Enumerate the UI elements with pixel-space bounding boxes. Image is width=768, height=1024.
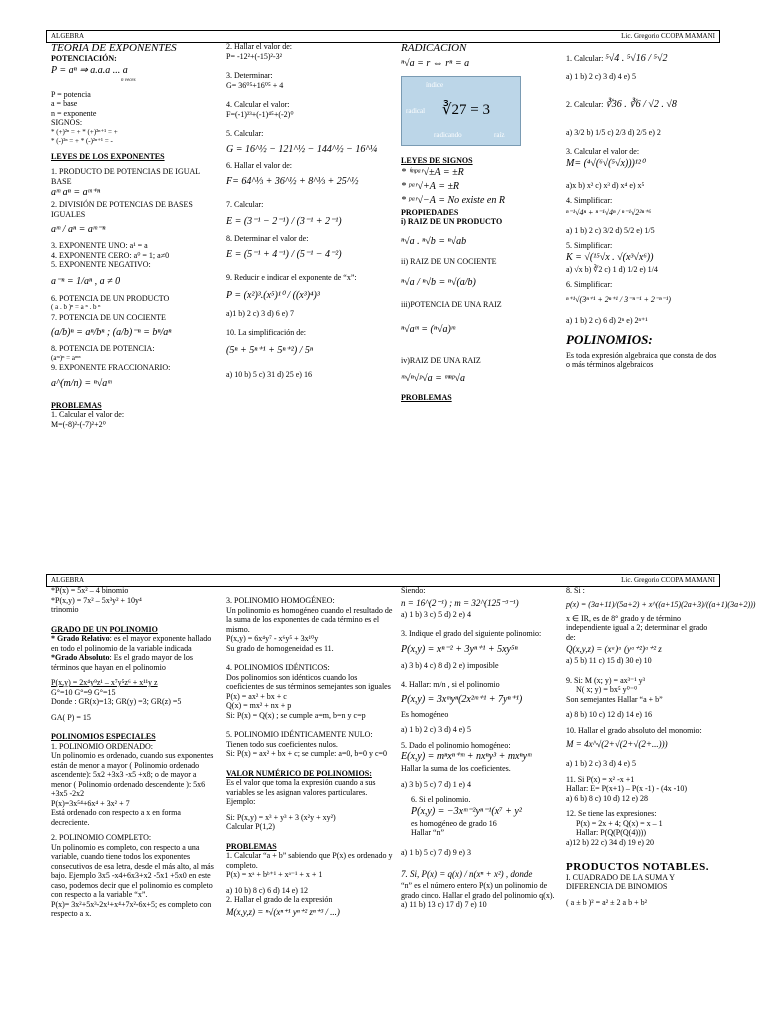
subheading: 1. POLINOMIO ORDENADO: [51, 741, 153, 751]
problem-formula: ∛36 . ∛6 / √2 . √8 [605, 98, 677, 110]
definition-item: P = potencia [51, 89, 91, 99]
problem-text: 3. Determinar: [226, 71, 273, 80]
heading-leyes: LEYES DE LOS EXPONENTES [51, 151, 165, 161]
example-line: Si: P(x) = ax² + bx + c; se cumple: a=0, b=0 y c=0 [226, 749, 387, 758]
law-formula: (a/b)ⁿ = aⁿ/bⁿ ; (a/b)⁻ⁿ = bⁿ/aⁿ [51, 327, 172, 338]
answer-options: a) 6 b) 8 c) 10 d) 12 e) 28 [566, 793, 648, 803]
problem-formula: n = 16^(2⁻¹) ; m = 32^(125⁻³⁻¹) [401, 597, 519, 608]
header-subject: ALGEBRA [51, 576, 85, 584]
property-heading: iv)RAIZ DE UNA RAIZ [401, 355, 481, 365]
problem-formula: E = (3⁻¹ − 2⁻¹) / (3⁻¹ + 2⁻¹) [226, 215, 342, 227]
problem-text: 2. Hallar el valor de: [226, 42, 292, 51]
problem-text: 4. Simplificar: [566, 196, 613, 205]
problem-formula: G = 16^½ − 121^½ − 144^½ − 16^¼ [226, 143, 378, 155]
problem-formula: P(x,y) = −3xᵐ⁻²yⁿ⁻¹(x⁷ + y² [411, 805, 522, 817]
problem-formula: 7. Si, P(x) = q(x) / n(xⁿ + x²) , donde [401, 869, 533, 879]
problem-formula: ⁵√4 . ⁵√16 / ⁵√2 [605, 53, 668, 64]
term-grado-relativo: * Grado Relativo [51, 634, 110, 643]
example-line: *P(x) = 5x² – 4 binomio [51, 586, 129, 595]
answer-options: a) 3 b) 4 c) 8 d) 2 e) imposible [401, 660, 499, 670]
problem-text: “n” es el número entero P(x) un polinomio de grado cinco. Hallar el grado del polinomio q(x). [401, 881, 555, 900]
problem-text: 1. Calcular: [566, 54, 604, 63]
polinomio-definition: Es toda expresión algebraica que consta de dos o más términos algebraicos [566, 350, 717, 369]
section-title: TEORIA DE EXPONENTES [51, 42, 177, 54]
problem-text: Hallar la suma de los coeficientes. [401, 764, 511, 773]
problem-text: 10. La simplificación de: [226, 328, 306, 337]
example-relative: Donde : GR(x)=13; GR(y) =3; GR(z) =5 [51, 697, 182, 706]
answer-options: a) √x b) ∛2 c) 1 d) 1/2 e) 1/4 [566, 264, 658, 274]
problem-formula: F=(-1)²³+(-1)⁴⁵+(-2)⁰ [226, 109, 294, 119]
law-heading: 2. DIVISIÓN DE POTENCIAS DE BASES IGUALES [51, 200, 193, 219]
definition-text: Es el valor que toma la expresión cuando a sus variables se les asignan valores particulares. Ejemplo: [226, 778, 376, 806]
problem-formula: p(x) = (3a+11)/(5a+2) + x^((a+15)(2a+3)/((a+1)(3a+2))) [566, 599, 756, 609]
property-heading: ii) RAIZ DE UN COCIENTE [401, 256, 497, 266]
problem-formula: ⁿ⁺¹√(3ⁿ⁺¹ + 2ⁿ⁺¹ / 3⁻ⁿ⁻¹ + 2⁻ⁿ⁻¹) [566, 294, 671, 304]
problem-text: 5. Calcular: [226, 129, 264, 138]
problem-formula: (5ⁿ + 5ⁿ⁺¹ + 5ⁿ⁺²) / 5ⁿ [226, 344, 314, 356]
p1-column-2 [226, 42, 396, 379]
problem-formula: M = 4x^√(2+√(2+√(2+...))) [566, 739, 668, 749]
problem-formula: Q(x,y,z) = (xᵃ)ᵃ (yᵃ⁺²)ᵃ⁺² z [566, 644, 662, 654]
property-heading: iii)POTENCIA DE UNA RAIZ [401, 300, 502, 309]
problem-text: Siendo: [401, 586, 426, 595]
law-heading: 6. POTENCIA DE UN PRODUCTO [51, 293, 170, 303]
answer-options: a) 1 b) 2 c) 3/2 d) 5/2 e) 1/5 [566, 225, 655, 235]
law-heading: 4. EXPONENTE CERO: a⁰ = 1; a≠0 [51, 250, 170, 260]
answer-options: a) 1 b) 3 c) 5 d) 2 e) 4 [401, 609, 471, 619]
subheading: 5. POLINOMIO IDÉNTICAMENTE NULO: [226, 730, 373, 739]
definition-text: Dos polinomios son idénticos cuando los coeficientes de sus términos semejantes son iguales [226, 672, 391, 691]
problem-formula: P(x,y) = 3xᵐyⁿ(2x²ᵐ⁺¹ + 7yⁿ⁺¹) [401, 693, 523, 705]
law-formula: (aᵐ)ⁿ = aᵐⁿ [51, 353, 81, 362]
law-heading: 1. PRODUCTO DE POTENCIAS DE IGUAL BASE [51, 167, 200, 186]
law-heading: 7. POTENCIA DE UN COCIENTE [51, 312, 166, 322]
answer-options: a)x b) x² c) x³ d) x⁴ e) x⁵ [566, 180, 645, 190]
property-formula: ⁿ√a . ⁿ√b = ⁿ√ab [401, 235, 467, 247]
radical-diagram [401, 76, 521, 146]
formula-potencia: P = aⁿ ⇒ a.a.a ... a [51, 64, 128, 76]
law-heading: 8. POTENCIA DE POTENCIA: [51, 344, 155, 353]
law-heading: 3. EXPONENTE UNO: a¹ = a [51, 241, 148, 250]
definition-text: Tienen todo sus coeficientes nulos. [226, 739, 338, 749]
heading-problemas: PROBLEMAS [51, 400, 102, 410]
label-radicando: radicando [434, 131, 462, 139]
heading-propiedades: PROPIEDADES [401, 207, 459, 217]
p2-column-4 [566, 586, 756, 907]
heading-leyes-signos: LEYES DE SIGNOS [401, 156, 473, 165]
answer-options: a) 1 b) 2 c) 3 d) 4 e) 5 [401, 725, 471, 734]
problem-formula: K = √(¹⁵√x . √(x³√x⁶)) [566, 251, 654, 263]
header-subject: ALGEBRA [51, 32, 85, 40]
problem-text: Son semejantes Hallar “a + b” [566, 694, 663, 704]
example-line: P(x,y) = 6x⁴y⁷ - x⁶y⁵ + 3x¹⁰y [226, 634, 319, 643]
sign-rule: * ᵖᵃʳ√+A = ±R [401, 180, 460, 192]
law-formula: ( a . b )ⁿ = a ⁿ . b ⁿ [51, 303, 101, 311]
property-formula: ᵐ√ⁿ√ᵖ√a = ᵐⁿᵖ√a [401, 373, 465, 384]
property-heading: i) RAIZ DE UN PRODUCTO [401, 217, 503, 226]
law-heading: 5. EXPONENTE NEGATIVO: [51, 260, 151, 269]
heading-problemas: PROBLEMAS [226, 841, 277, 851]
p2-column-2 [226, 586, 394, 919]
p2-column-3 [401, 586, 561, 910]
p2-column-1 [51, 586, 216, 919]
definition-item: n = exponente [51, 108, 97, 118]
problem-text: Es homogéneo [401, 709, 449, 719]
problem-formula: M(x,y,z) = ⁿ√(xⁿ⁺¹ yⁿ⁺² zⁿ⁺³ / ...) [226, 906, 340, 917]
answer-options: a) 10 b) 8 c) 6 d) 14 e) 12 [226, 885, 308, 895]
answer-options: a) 3/2 b) 1/5 c) 2/3 d) 2/5 e) 2 [566, 127, 661, 137]
subheading: 3. POLINOMIO HOMOGÉNEO: [226, 596, 335, 605]
problem-text: 1. Calcular el valor de: [51, 410, 125, 419]
definition-text: Un polinomio es completo, con respecto a una variable, cuando tiene todos los exponentes consecutivos de esa letra, desde el más alto, al más bajo. Ejemplo 3x5 -x4+6x3+x2 -5x1 +5x0 en este caso, podemos decir que el polinomio es completo con respecto a la variable “x”. [51, 842, 214, 899]
definition-item: a = base [51, 99, 78, 108]
answer-options: a) 8 b) 10 c) 12 d) 14 e) 16 [566, 710, 652, 719]
answer-options: a) 11 b) 13 c) 17 d) 7 e) 10 [401, 900, 487, 909]
answer-options: a) 1 b) 2 c) 6 d) 2ⁿ e) 2ⁿ⁺¹ [566, 315, 648, 325]
heading-valor-numerico: VALOR NUMÉRICO DE POLINOMIOS: [226, 768, 372, 778]
example-line: P(x) = ax² + bx + c [226, 691, 287, 701]
problem-text: 6. Hallar el valor de: [226, 160, 292, 170]
problem-text: 3. Indique el grado del siguiente polinomio: [401, 629, 542, 638]
problem-text: 2. Hallar el grado de la expresión [226, 895, 333, 904]
definition-text: Un polinomio es homogéneo cuando el resultado de la suma de los exponentes de cada término es el mismo. [226, 605, 393, 634]
problem-text: Hallar: P(Q(P(Q(4)))) [576, 828, 646, 837]
definition-text: : es el mayor exponente hallado en todo el polinomio de la variable indicada [51, 634, 212, 653]
example-line: *P(x,y) = 7x² – 5x³y² + 10y⁴ [51, 595, 142, 605]
example-degrees: G°=10 G°=9 G°=15 [51, 687, 116, 697]
signos-label: SIGNOS: [51, 118, 83, 127]
example-absolute: GA( P) = 15 [51, 712, 91, 722]
definition-text: Un polinomio es ordenado, cuando sus exponentes están de menor a mayor ( Polinomio ordenado ascendente): 5x2 +3x3 -x5 +x8; o de mayor a menor ( Polinomio ordenado descendente ): 5x6 +3x5 -2x2 [51, 751, 214, 798]
example-line: Si: P(x) = Q(x) ; se cumple a=m, b=n y c=p [226, 710, 366, 720]
answer-options: a) 3 b) 5 c) 7 d) 1 e) 4 [401, 779, 471, 789]
problem-text: 3. Calcular el valor de: [566, 147, 640, 156]
problem-text: 10. Hallar el grado absoluto del monomio: [566, 725, 702, 735]
law-heading: 9. EXPONENTE FRACCIONARIO: [51, 363, 171, 372]
p1-column-1 [51, 42, 216, 429]
definition-text: Está ordenado con respecto a x en forma decreciente. [51, 808, 181, 827]
problem-text: 2. Calcular: [566, 99, 604, 109]
label-indice: índice [426, 81, 444, 89]
problem-formula: G= 36⁰⁵+16⁰⁵ + 4 [226, 80, 284, 90]
answer-options: a) 1 b) 5 c) 7 d) 9 e) 3 [401, 847, 471, 857]
law-formula: a⁻ⁿ = 1/aⁿ , a ≠ 0 [51, 275, 121, 287]
page-1 [46, 30, 720, 482]
heading-radicacion: RADICACION [401, 42, 467, 54]
heading-polinomios: POLINOMIOS: [566, 332, 653, 347]
answer-options: a)1 b) 2 c) 3 d) 6 e) 7 [226, 308, 294, 318]
problem-text: Hallar: E= P(x+1) – P(x -1) - (4x -10) [566, 784, 687, 793]
example-line: Q(x) = mx² + nx + p [226, 701, 292, 710]
subheading: 4. POLINOMIOS IDÉNTICOS: [226, 663, 330, 672]
law-formula: a^(m/n) = ⁿ√aᵐ [51, 377, 112, 389]
heading-productos-notables: PRODUCTOS NOTABLES. [566, 861, 709, 873]
example-line: Su grado de homogeneidad es 11. [226, 643, 334, 653]
example-line: Si: P(x,y) = x³ + y³ + 3 (x²y + xy²) [226, 812, 336, 822]
answer-options: a) 5 b) 11 c) 15 d) 30 e) 10 [566, 656, 652, 665]
problem-text: 7. Calcular: [226, 200, 264, 209]
problem-text: 5. Dado el polinomio homogéneo: [401, 740, 511, 750]
radical-example: ∛27 = 3 [442, 102, 491, 118]
problem-text: 4. Hallar: m/n , si el polinomio [401, 680, 500, 689]
example-line: P(x)= 3x²+5x³-2x¹+x⁴+7x²-6x+5; es completo con respecto a x. [51, 899, 212, 918]
subheading: 2. POLINOMIO COMPLETO: [51, 833, 152, 842]
law-formula: aᵐ aⁿ = aᵐ⁺ⁿ [51, 187, 101, 198]
example-line: trinomio [51, 605, 79, 614]
heading-grado: GRADO DE UN POLINOMIO [51, 624, 158, 634]
answer-options: a) 10 b) 5 c) 31 d) 25 e) 16 [226, 369, 312, 379]
term-grado-absoluto: *Grado Absoluto [51, 653, 110, 662]
problem-text: 1. Calcular “a + b” sabiendo que P(x) es ordenado y completo. [226, 851, 393, 870]
sign-rule: * ᵖᵃʳ√−A = No existe en R [401, 194, 505, 206]
example-line: P(x)=3x⁵⁴+6x⁴ + 3x² + 7 [51, 798, 130, 808]
p1-column-3 [401, 42, 561, 403]
subheading: I. CUADRADO DE LA SUMA Y DIFERENCIA DE BINOMIOS [566, 872, 675, 891]
problem-formula: P = (x²)³.(x⁵)¹⁰ / ((x³)⁴)³ [226, 289, 320, 301]
signos-rule: * (-)²ⁿ = + * (-)²ⁿ⁺¹ = - [51, 137, 113, 145]
answer-options: a)12 b) 22 c) 34 d) 19 e) 20 [566, 837, 654, 847]
problem-text: N( x; y) = bx⁵ y⁰⁻⁰ [576, 685, 638, 694]
problem-formula: ⁿ⁻¹√4ⁿ + ⁿ⁻¹√4ⁿ / ⁿ⁻¹√2²ⁿ⁺⁶ [566, 207, 652, 217]
header-author: Lic. Gregorio CCOPA MAMANI [621, 32, 715, 40]
law-formula: aᵐ / aⁿ = aᵐ⁻ⁿ [51, 224, 106, 235]
signos-rule: * (+)²ⁿ = + * (+)²ⁿ⁺¹ = + [51, 127, 118, 136]
problem-formula: M= (⁴√(⁶√(⁵√x)))¹²⁰ [566, 157, 645, 169]
sign-rule: * ⁱᵐᵖᵃʳ√±A = ±R [401, 166, 464, 178]
header-author: Lic. Gregorio CCOPA MAMANI [621, 576, 715, 584]
problem-formula: E = (5⁻¹ + 4⁻¹) / (5⁻¹ − 4⁻²) [226, 249, 342, 260]
problem-formula: M=(-8)²-(-7)²+2⁰ [51, 419, 106, 429]
label-raiz: raíz [494, 131, 505, 139]
answer-options: a) 1 b) 2 c) 3 d) 4 e) 5 [566, 72, 636, 81]
formula-radicacion: ⁿ√a = r ⇔ rⁿ = a [401, 58, 470, 69]
problem-text: 6. Simplificar: [566, 280, 613, 289]
problem-text: x ∈ IR, es de 8° grado y de término independiente igual a 2; determinar el grado de: [566, 613, 708, 642]
problem-text: Hallar “n” [411, 828, 445, 837]
formula-line: ( a ± b )² = a² ± 2 a b + b² [566, 897, 647, 907]
problem-formula: P= -12²+(-15)²-3² [226, 51, 282, 61]
problem-formula: P(x) = xᵃ + bᵇ⁺¹ + xᵃ⁻¹ + x + 1 [226, 870, 323, 879]
problem-text: 8. Determinar el valor de: [226, 233, 309, 243]
problem-text: 9. Si: M (x; y) = ax³⁻¹ y³ [566, 675, 646, 685]
heading-problemas: PROBLEMAS [401, 393, 452, 402]
answer-options: a) 1 b) 2 c) 3 d) 4 e) 5 [566, 759, 636, 768]
problem-text: 12. Se tiene las expresiones: [566, 809, 657, 818]
problem-text: es homogéneo de grado 16 [411, 818, 497, 828]
heading-especiales: POLINOMIOS ESPECIALES [51, 732, 156, 741]
p1-column-4 [566, 42, 718, 370]
problem-formula: F= 64^⅓ + 36^½ + 8^⅓ + 25^½ [226, 176, 359, 187]
problem-formula: P(x,y) = xⁿ⁻² + 3yⁿ⁺¹ + 5xy⁵ⁿ [401, 643, 518, 655]
property-formula: ⁿ√aᵐ = (ⁿ√a)ᵐ [401, 323, 456, 335]
label-radical: radical [406, 107, 426, 115]
problem-text: P(x) = 2x + 4; Q(x) = x – 1 [576, 818, 663, 828]
problem-text: 4. Calcular el valor: [226, 100, 290, 109]
problem-text: 11. Si P(x) = x² -x +1 [566, 774, 635, 784]
problem-text: 5. Simplificar: [566, 241, 613, 250]
problem-text: 9. Reducir e indicar el exponente de “x”: [226, 273, 357, 282]
problem-formula: E(x,y) = mⁿxⁿ⁺ᵐ + nxⁿy³ + mxⁿyᵐ [401, 751, 532, 762]
page-2 [46, 574, 756, 1024]
heading-potenciacion: POTENCIACIÓN: [51, 54, 117, 63]
property-formula: ⁿ√a / ⁿ√b = ⁿ√(a/b) [401, 277, 476, 288]
formula-sub: n veces [121, 77, 136, 83]
definition-text: : Es el grado mayor de los términos que hayan en el polinomio [51, 653, 194, 672]
example-line: Calcular P(1,2) [226, 822, 275, 831]
problem-text: 6. Si el polinomio. [411, 795, 471, 804]
example-polynomial: P(x,y) = 2x⁴y⁹z¹ – x⁷y⁵z⁶ + x¹¹y z [51, 678, 158, 687]
problem-text: 8. Si : [566, 586, 585, 595]
